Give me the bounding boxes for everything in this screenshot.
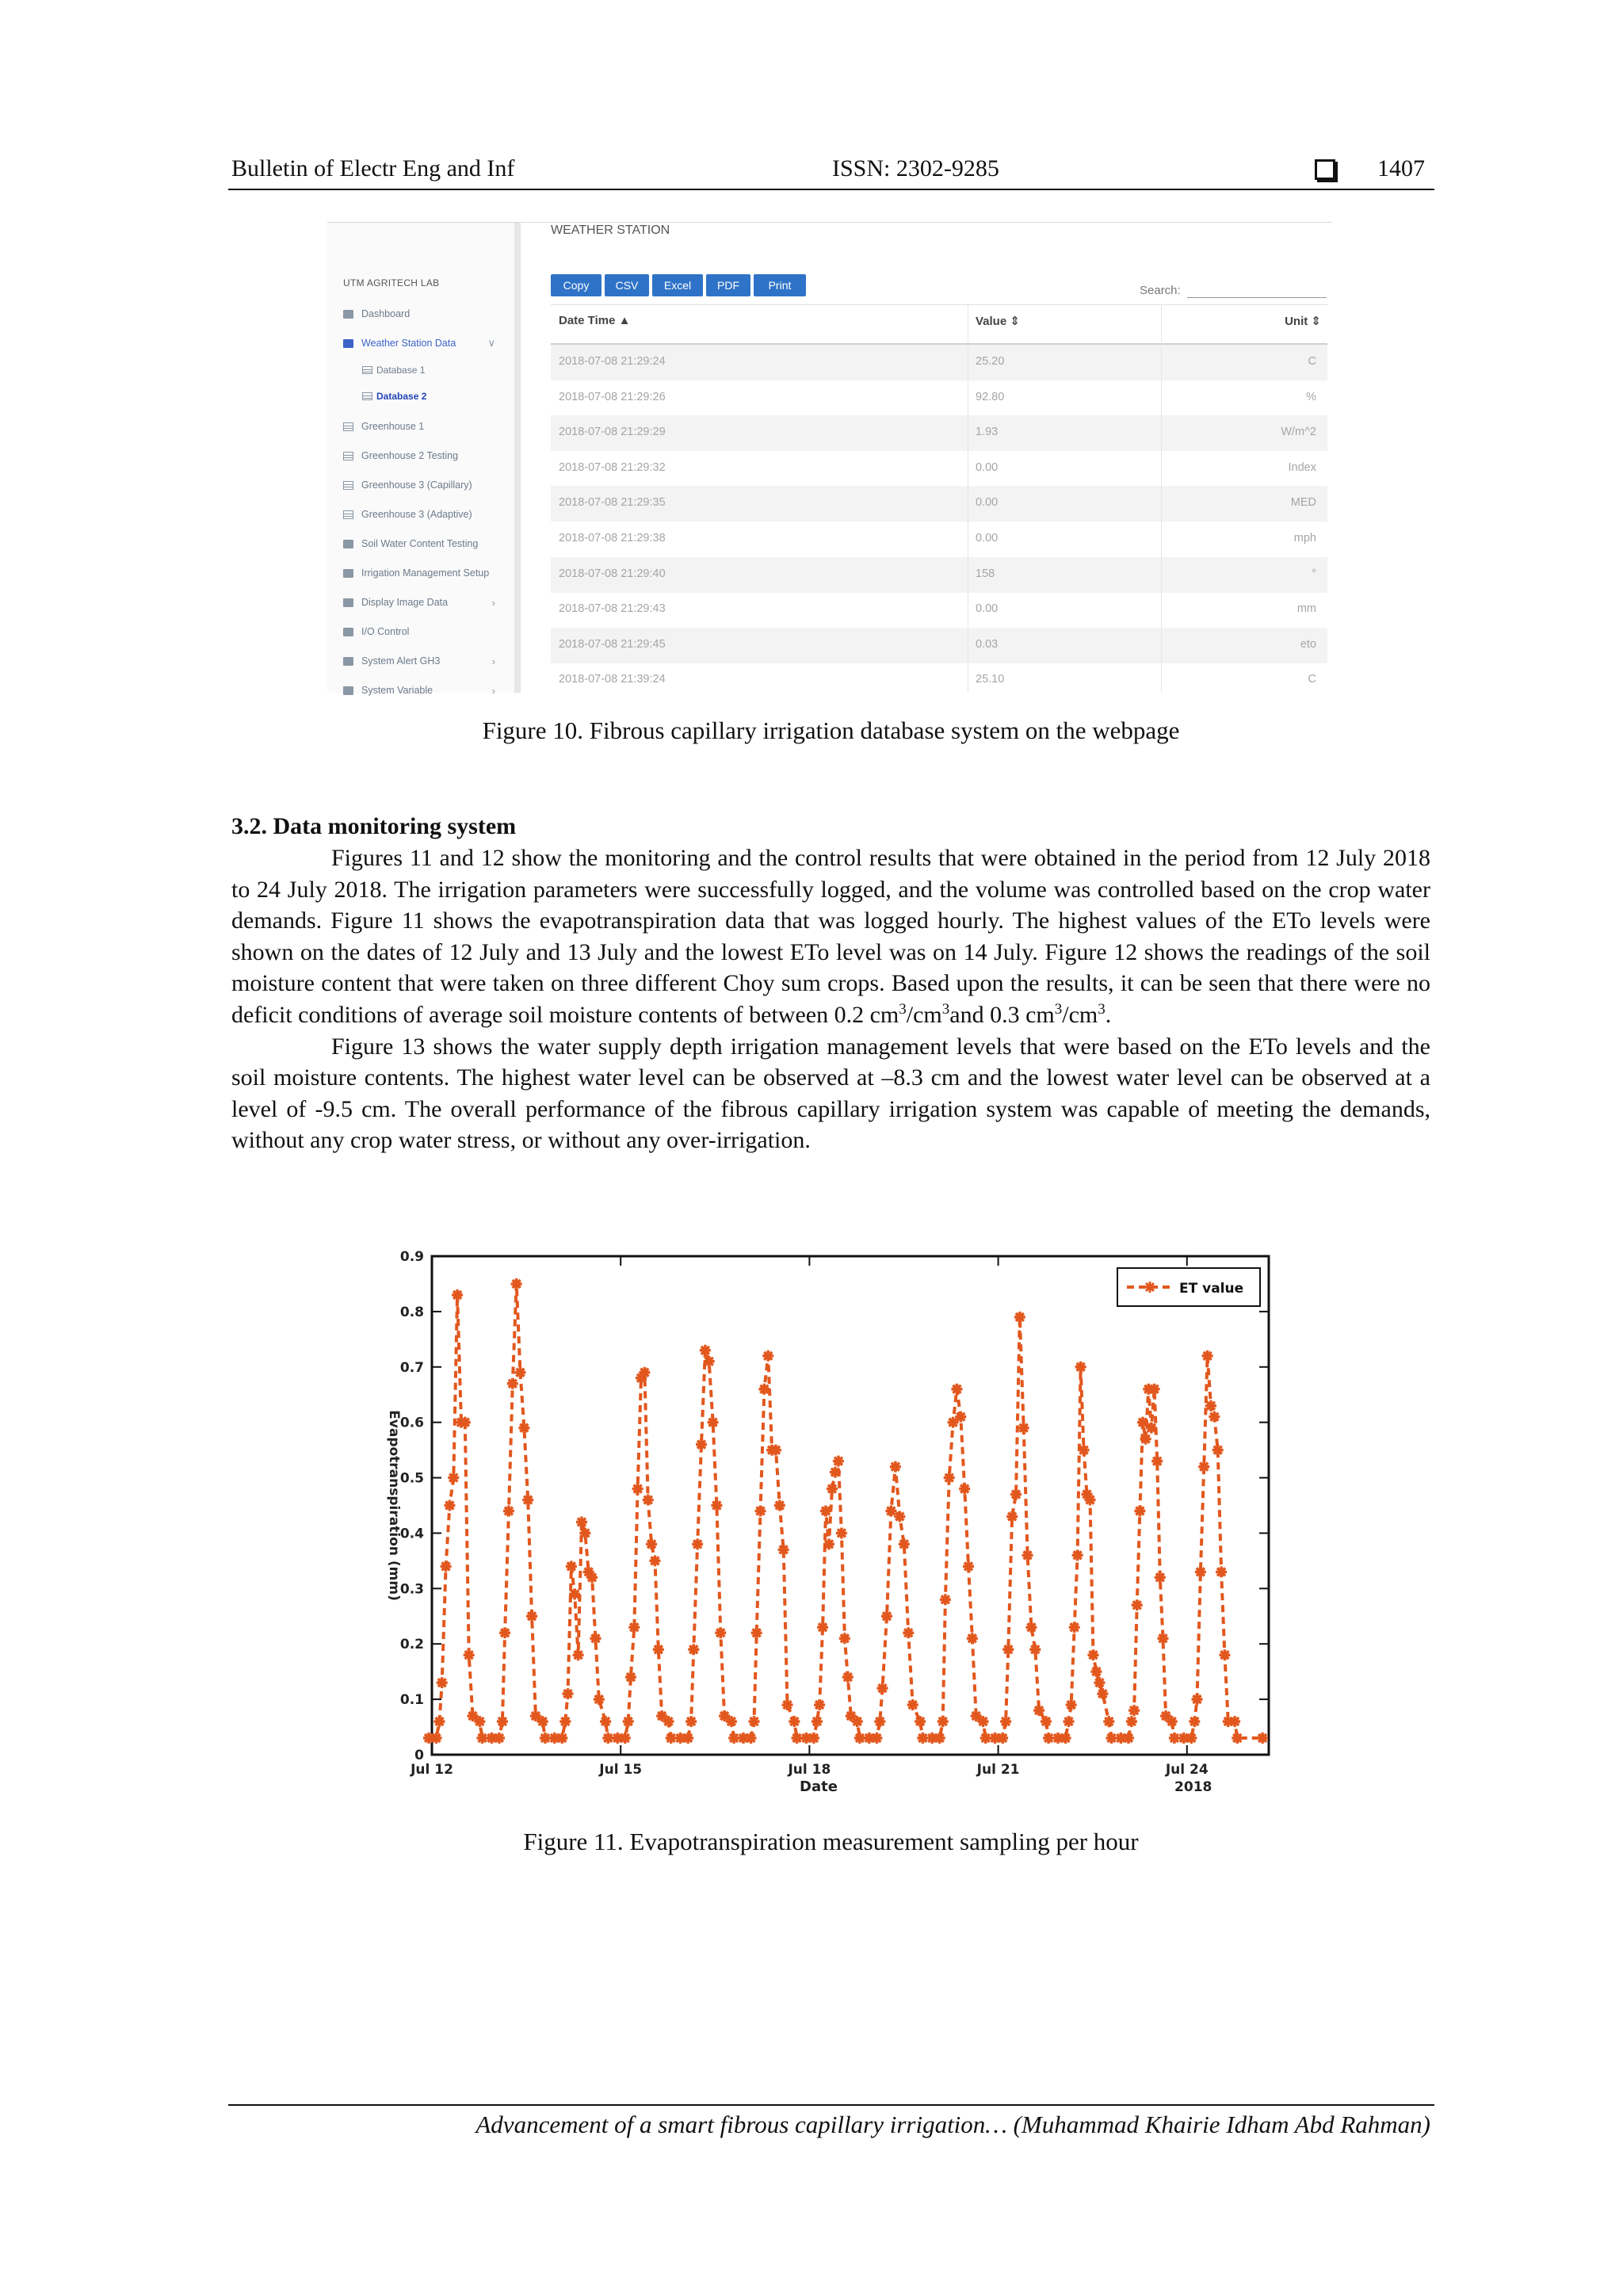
et-data-point [1014, 1312, 1025, 1323]
table-icon [343, 481, 353, 490]
cell-unit: % [1306, 390, 1316, 403]
et-data-point [594, 1694, 605, 1705]
cell-value: 0.00 [976, 496, 999, 510]
sidebar-item-weather-station-data[interactable] [343, 334, 510, 352]
figure10-caption: Figure 10. Fibrous capillary irrigation database system on the webpage [482, 716, 1180, 744]
x-axis-label: Date [800, 1778, 838, 1795]
sidebar-item-label: I/O Control [361, 626, 410, 637]
chevron-icon[interactable]: › [491, 596, 495, 609]
et-data-point [1090, 1666, 1102, 1677]
et-data-point [434, 1716, 445, 1727]
et-data-point [692, 1538, 703, 1549]
square-icon [1315, 159, 1335, 180]
running-footer: Advancement of a smart fibrous capillary irrigation… (Muhammad Khairie Idham Abd Rahman) [475, 2111, 1430, 2138]
column-header-value[interactable]: Value ⇕ [976, 315, 1020, 328]
et-data-point [881, 1610, 892, 1622]
cell-value: 25.10 [976, 673, 1005, 686]
briefcase-icon [343, 569, 353, 578]
et-data-point [782, 1699, 793, 1710]
et-data-point [537, 1716, 548, 1727]
et-data-point [1229, 1716, 1240, 1727]
table-icon [343, 510, 353, 519]
sidebar-item-system-alert-gh3[interactable] [343, 652, 510, 670]
et-data-point [746, 1733, 757, 1744]
cell-datetime: 2018-07-08 21:39:24 [559, 673, 666, 686]
search-label: Search: [1140, 284, 1181, 297]
et-data-point [915, 1716, 926, 1727]
et-data-point [980, 1733, 991, 1744]
et-data-point [540, 1733, 551, 1744]
et-data-point [623, 1716, 634, 1727]
legend-label: ET value [1179, 1281, 1244, 1297]
et-data-point [997, 1733, 1008, 1744]
et-data-point [1025, 1622, 1037, 1633]
cell-value: 25.20 [976, 355, 1005, 368]
y-tick-label: 0.1 [399, 1692, 424, 1709]
paragraph-2: Figure 13 shows the water supply depth irrigation management levels that were based on the ETo levels and the soil moisture contents. The highest water level can be observed at –8.3 cm and the lowest water level can be observed at a level of -9.5 cm. The overall performance of the fibrous capillary irrigation system was capable of meeting the demands, without any crop water stress, or without any over-irrigation. [231, 1033, 1430, 1154]
et-data-point [808, 1733, 819, 1744]
briefcase-icon [343, 686, 353, 695]
et-data-point [556, 1733, 567, 1744]
et-data-point [1022, 1549, 1033, 1561]
et-data-point [1033, 1705, 1044, 1716]
et-data-point [1219, 1649, 1230, 1660]
cell-unit: W/m^2 [1281, 426, 1316, 439]
et-data-point [1198, 1461, 1209, 1473]
et-data-point [1146, 1423, 1157, 1434]
et-data-point [1043, 1733, 1054, 1744]
et-data-point [728, 1733, 739, 1744]
et-data-point [515, 1367, 526, 1378]
cell-unit: eto [1300, 637, 1316, 651]
sidebar-item-label: Greenhouse 3 (Capillary) [361, 479, 472, 491]
et-data-point [1137, 1417, 1148, 1428]
et-data-point [586, 1572, 598, 1583]
column-header-unit[interactable]: Unit ⇕ [1285, 315, 1321, 328]
et-data-point [452, 1289, 463, 1301]
cell-value: 0.00 [976, 532, 999, 544]
et-data-point [907, 1699, 918, 1710]
et-data-point [1066, 1699, 1077, 1710]
et-data-point [1006, 1511, 1018, 1522]
table-row[interactable] [551, 345, 1327, 380]
et-data-point [792, 1733, 803, 1744]
briefcase-icon [343, 657, 353, 666]
sidebar-item-irrigation-management-setup[interactable] [343, 564, 510, 582]
et-data-point [874, 1716, 885, 1727]
et-data-point [1079, 1445, 1090, 1456]
briefcase-icon [343, 339, 353, 348]
et-data-point [871, 1733, 882, 1744]
table-icon [343, 452, 353, 460]
et-data-point [812, 1716, 823, 1727]
et-data-point [827, 1484, 838, 1495]
figure10-screenshot [327, 220, 1332, 697]
et-data-point [1029, 1644, 1041, 1655]
et-data-point [940, 1594, 951, 1605]
x-tick-label: Jul 21 [976, 1762, 1020, 1778]
et-data-point [711, 1500, 722, 1511]
et-data-point [917, 1733, 928, 1744]
x-tick-label: Jul 18 [788, 1762, 831, 1778]
et-data-point [522, 1495, 533, 1506]
et-data-point [518, 1423, 529, 1434]
header-rule [228, 189, 1434, 190]
column-header-datetime[interactable]: Date Time ▲ [559, 314, 631, 327]
sidebar-brand: UTM AGRITECH LAB [343, 277, 440, 288]
et-data-point [934, 1733, 945, 1744]
et-data-point [1106, 1733, 1117, 1744]
et-data-point [477, 1733, 488, 1744]
sidebar-item-soil-water-content-testing[interactable] [343, 535, 510, 552]
et-data-point [494, 1733, 505, 1744]
et-data-point [1128, 1705, 1140, 1716]
et-data-point [715, 1627, 726, 1638]
et-data-point [1134, 1505, 1145, 1516]
y-tick-label: 0.7 [399, 1359, 424, 1376]
et-data-point [464, 1649, 475, 1660]
et-data-point [839, 1633, 850, 1644]
et-data-point [663, 1716, 674, 1727]
et-data-point [1232, 1733, 1243, 1744]
et-data-point [1094, 1677, 1105, 1688]
et-data-point [823, 1538, 834, 1549]
et-data-point [820, 1505, 831, 1516]
et-data-point [507, 1378, 518, 1389]
et-data-point [1195, 1566, 1206, 1577]
cell-unit: MED [1290, 496, 1316, 510]
cell-value: 0.00 [976, 460, 999, 474]
et-data-point [590, 1633, 601, 1644]
et-data-point [448, 1473, 459, 1484]
et-data-point [749, 1716, 760, 1727]
et-data-point [600, 1716, 611, 1727]
chevron-icon[interactable]: › [491, 684, 495, 697]
et-data-point [778, 1544, 789, 1555]
section-body [231, 842, 1430, 1156]
et-data-point [431, 1733, 442, 1744]
et-data-point [1155, 1572, 1166, 1583]
et-data-point [948, 1417, 959, 1428]
sidebar-item-display-image-data[interactable] [343, 594, 510, 611]
table-row[interactable] [551, 557, 1327, 593]
et-data-point [1209, 1412, 1220, 1423]
cell-unit: mm [1296, 602, 1316, 616]
sidebar-item-greenhouse-3-adaptive[interactable] [343, 506, 510, 523]
sidebar-item-label: Greenhouse 1 [361, 421, 425, 432]
et-data-point [894, 1511, 905, 1522]
sidebar-item-greenhouse-2-testing[interactable] [343, 447, 510, 464]
cell-unit: ° [1312, 567, 1316, 580]
y-axis-label: Evapotranspiration (mm) [386, 1410, 402, 1601]
sidebar [327, 223, 514, 697]
print-button[interactable]: Print [754, 274, 806, 296]
cell-datetime: 2018-07-08 21:29:45 [559, 637, 666, 651]
table-icon [343, 422, 353, 431]
sidebar-item-dashboard[interactable] [343, 305, 510, 323]
briefcase-icon [343, 540, 353, 548]
et-data-point [899, 1538, 910, 1549]
cell-unit: Index [1288, 460, 1316, 474]
et-data-point [770, 1445, 781, 1456]
cell-datetime: 2018-07-08 21:29:24 [559, 355, 666, 368]
et-data-point [1018, 1423, 1029, 1434]
sidebar-item-label: System Variable [361, 685, 433, 696]
et-data-point [959, 1484, 970, 1495]
et-data-point [704, 1356, 715, 1367]
et-data-point [1002, 1644, 1014, 1655]
et-data-point [628, 1622, 640, 1633]
et-data-point [833, 1456, 844, 1467]
et-data-point [1257, 1733, 1268, 1744]
et-data-point [1191, 1694, 1202, 1705]
et-data-point [444, 1500, 455, 1511]
et-data-point [774, 1500, 785, 1511]
et-data-point [1123, 1733, 1134, 1744]
sidebar-item-label: Dashboard [361, 308, 411, 319]
cell-value: 1.93 [976, 426, 999, 439]
sidebar-item-i-o-control[interactable] [343, 623, 510, 640]
table-row[interactable] [551, 380, 1327, 416]
et-data-point [566, 1561, 577, 1572]
cell-value: 0.00 [976, 602, 999, 616]
et-data-point [1186, 1733, 1197, 1744]
et-data-point [563, 1688, 574, 1699]
y-tick-label: 0.3 [399, 1581, 424, 1598]
sidebar-item-label: Greenhouse 3 (Adaptive) [361, 509, 472, 520]
page-number: 1407 [1377, 155, 1425, 181]
et-data-point [755, 1505, 766, 1516]
et-data-point [666, 1733, 677, 1744]
y-tick-label: 0.2 [399, 1637, 424, 1653]
et-data-point [1085, 1495, 1096, 1506]
x-tick-label: Jul 15 [599, 1762, 643, 1778]
cell-datetime: 2018-07-08 21:29:43 [559, 602, 666, 616]
et-data-point [639, 1367, 650, 1378]
et-data-point [1205, 1400, 1216, 1412]
section-heading: 3.2. Data monitoring system [231, 813, 517, 839]
et-data-point [503, 1505, 514, 1516]
et-data-point [1212, 1445, 1224, 1456]
et-data-point [559, 1716, 571, 1727]
sidebar-item-greenhouse-3-capillary[interactable] [343, 476, 510, 494]
table-row[interactable] [551, 663, 1327, 698]
briefcase-icon [343, 598, 353, 607]
et-data-point [1072, 1549, 1083, 1561]
et-data-point [1075, 1362, 1086, 1373]
running-header-journal: Bulletin of Electr Eng and Inf [231, 155, 515, 181]
table-row[interactable] [551, 486, 1327, 521]
legend-marker [1144, 1282, 1155, 1293]
et-data-point [1189, 1716, 1200, 1727]
et-data-point [441, 1561, 452, 1572]
et-data-point [1069, 1622, 1080, 1633]
et-data-point [852, 1716, 863, 1727]
et-data-point [696, 1439, 707, 1450]
page-title: WEATHER STATION [551, 223, 670, 237]
et-data-point [1064, 1716, 1075, 1727]
y-tick-label: 0.8 [399, 1304, 424, 1320]
et-data-point [726, 1716, 737, 1727]
cell-unit: C [1308, 673, 1316, 686]
cell-datetime: 2018-07-08 21:29:29 [559, 426, 666, 439]
et-data-point [460, 1417, 471, 1428]
cell-unit: mph [1293, 532, 1316, 544]
cell-datetime: 2018-07-08 21:29:26 [559, 390, 666, 403]
et-data-point [646, 1538, 657, 1549]
sidebar-item-label: Irrigation Management Setup [361, 567, 490, 579]
et-data-point [955, 1412, 966, 1423]
et-data-point [944, 1473, 955, 1484]
cell-value: 92.80 [976, 390, 1005, 403]
et-data-point [625, 1671, 636, 1683]
et-data-point [876, 1683, 888, 1694]
cell-datetime: 2018-07-08 21:29:32 [559, 460, 666, 474]
et-data-point [602, 1733, 613, 1744]
sidebar-item-label: Database 1 [376, 365, 426, 376]
briefcase-icon [343, 628, 353, 636]
csv-button[interactable]: CSV [605, 274, 649, 296]
et-data-point [1169, 1733, 1180, 1744]
sidebar-item-database-2[interactable] [362, 388, 426, 404]
et-data-point [1132, 1599, 1143, 1610]
cell-datetime: 2018-07-08 21:29:38 [559, 532, 666, 544]
et-data-point [688, 1644, 699, 1655]
chevron-icon[interactable]: ∨ [487, 337, 495, 349]
et-data-point [643, 1495, 654, 1506]
et-data-point [978, 1716, 989, 1727]
et-data-point [1010, 1489, 1022, 1500]
et-data-point [842, 1671, 854, 1683]
et-data-point [1103, 1716, 1114, 1727]
et-data-point [814, 1699, 825, 1710]
sidebar-item-label: Greenhouse 2 Testing [361, 450, 459, 461]
et-data-point [758, 1384, 769, 1395]
copy-button[interactable]: Copy [551, 274, 601, 296]
et-data-point [1097, 1688, 1108, 1699]
et-data-point [526, 1610, 537, 1622]
y-tick-label: 0.4 [399, 1526, 424, 1542]
et-data-point [682, 1733, 693, 1744]
et-data-point [817, 1622, 828, 1633]
sidebar-item-greenhouse-1[interactable] [343, 418, 510, 435]
et-data-point [1202, 1350, 1213, 1362]
et-data-point [854, 1733, 865, 1744]
table-row[interactable] [551, 628, 1327, 663]
sidebar-item-label: System Alert GH3 [361, 655, 441, 667]
table-row[interactable] [551, 415, 1327, 451]
y-tick-label: 0.6 [399, 1415, 424, 1431]
et-data-point [653, 1644, 664, 1655]
et-data-point [751, 1627, 762, 1638]
cell-unit: C [1308, 355, 1316, 368]
et-data-point [903, 1627, 914, 1638]
et-data-point [708, 1417, 719, 1428]
sidebar-item-label: Display Image Data [361, 597, 449, 608]
search-input[interactable] [1187, 297, 1327, 298]
et-data-point [830, 1467, 841, 1478]
briefcase-icon [343, 310, 353, 319]
et-data-point [1041, 1716, 1052, 1727]
et-data-point [579, 1527, 590, 1538]
table-row[interactable] [551, 451, 1327, 487]
et-data-point [963, 1561, 974, 1572]
footer-rule [228, 2104, 1434, 2106]
chevron-icon[interactable]: › [491, 655, 495, 667]
et-data-point [789, 1716, 800, 1727]
et-data-point [1087, 1649, 1098, 1660]
et-data-point [1060, 1733, 1071, 1744]
sidebar-item-label: Database 2 [376, 391, 427, 402]
et-data-point [649, 1555, 660, 1566]
sidebar-item-label: Soil Water Content Testing [361, 538, 479, 549]
sidebar-item-label: Weather Station Data [361, 338, 456, 349]
figure11-chart [372, 1244, 1284, 1807]
figure11-caption: Figure 11. Evapotranspiration measurement sampling per hour [523, 1828, 1139, 1855]
table-icon [362, 392, 372, 400]
et-data-point [511, 1278, 522, 1289]
x-year-label: 2018 [1174, 1779, 1212, 1795]
et-data-point [951, 1384, 962, 1395]
sidebar-item-database-1[interactable] [362, 362, 425, 378]
et-data-point [1157, 1633, 1168, 1644]
table-row[interactable] [551, 592, 1327, 628]
et-data-point [1140, 1434, 1151, 1445]
et-data-point [967, 1633, 978, 1644]
et-data-point [474, 1716, 485, 1727]
y-tick-label: 0 [414, 1748, 424, 1763]
y-tick-label: 0.9 [399, 1249, 424, 1265]
et-data-point [620, 1733, 631, 1744]
pdf-button[interactable]: PDF [706, 274, 750, 296]
et-data-point [1216, 1566, 1227, 1577]
et-data-point [632, 1484, 643, 1495]
sidebar-item-system-variable[interactable] [343, 682, 510, 699]
et-data-point [762, 1350, 773, 1362]
et-data-point [1126, 1716, 1137, 1727]
y-tick-label: 0.5 [399, 1470, 424, 1487]
et-data-point [569, 1588, 580, 1599]
cell-datetime: 2018-07-08 21:29:35 [559, 496, 666, 510]
et-data-point [1000, 1716, 1011, 1727]
et-data-point [573, 1649, 584, 1660]
et-data-point [885, 1505, 896, 1516]
x-tick-label: Jul 24 [1165, 1762, 1209, 1778]
running-header-issn: ISSN: 2302-9285 [832, 155, 999, 181]
table-icon [362, 366, 372, 374]
et-data-point [1149, 1384, 1160, 1395]
et-data-point [497, 1716, 508, 1727]
et-data-point [1167, 1716, 1178, 1727]
et-data-point [700, 1345, 711, 1356]
x-tick-label: Jul 12 [411, 1762, 453, 1778]
table-row[interactable] [551, 521, 1327, 557]
et-data-point [499, 1627, 510, 1638]
cell-value: 158 [976, 567, 995, 580]
cell-value: 0.03 [976, 637, 999, 651]
et-data-point [437, 1677, 448, 1688]
et-data-point [685, 1716, 697, 1727]
paragraph-1: Figures 11 and 12 show the monitoring and the control results that were obtained in the period from 12 July 2018 to 24 July 2018. The irrigation parameters were successfully logged, and the volume was controlled based on the crop water demands. Figure 11 shows the evapotranspiration data that was logged hourly. The highest values of the ETo levels were shown on the dates of 12 July and 13 July and the lowest ETo level was on 14 July. Figure 12 shows the readings of the soil moisture content that were taken on three different Choy sum crops. Based upon the results, it can be seen that there were no deficit conditions of average soil moisture contents of between 0.2 $cm^3/cm^3and$ 0.3 $cm^3/cm^3$. [231, 845, 1430, 1028]
et-data-point [938, 1716, 949, 1727]
et-data-point [1151, 1456, 1163, 1467]
excel-button[interactable]: Excel [652, 274, 703, 296]
cell-datetime: 2018-07-08 21:29:40 [559, 567, 666, 580]
et-data-point [576, 1516, 587, 1527]
et-data-point [890, 1461, 901, 1473]
et-data-point [836, 1527, 847, 1538]
